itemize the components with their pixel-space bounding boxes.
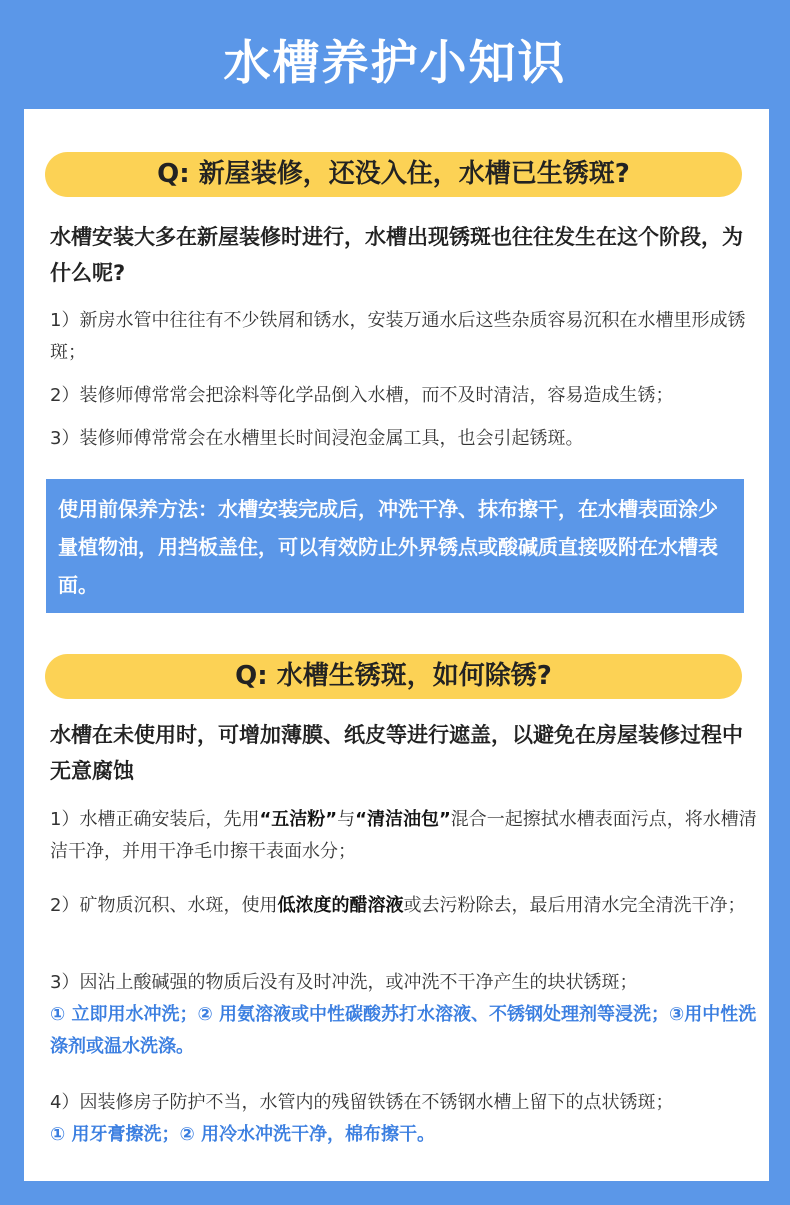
section2-item-3 xyxy=(50,967,758,1063)
section1-item-2: 2）装修师傅常常会把涂料等化学品倒入水槽，而不及时清洁，容易造成生锈； xyxy=(50,385,674,406)
item1-text-c: 与 xyxy=(337,809,356,830)
item1-text-e: 混合一起擦拭水槽表面污点，将水槽清洁干净，并用干净毛巾擦干表面水分； xyxy=(50,809,757,862)
section2-item-2 xyxy=(50,890,758,922)
section2-item-4 xyxy=(50,1087,758,1151)
section1-item-1: 1）新房水管中往往有不少铁屑和锈水，安装万通水后这些杂质容易沉积在水槽里形成锈斑； xyxy=(50,310,746,363)
question-banner-1: Q: 新屋装修，还没入住，水槽已生锈斑? xyxy=(45,152,742,197)
item4-fix: ① 用牙膏擦洗；② 用冷水冲洗干净，棉布擦干。 xyxy=(50,1124,436,1145)
section2-lead: 水槽在未使用时，可增加薄膜、纸皮等进行遮盖，以避免在房屋装修过程中无意腐蚀 xyxy=(50,723,743,783)
item1-product-1: “五洁粉” xyxy=(259,809,338,830)
page-title: 水槽养护小知识 xyxy=(223,36,567,91)
item1-product-2: “清洁油包” xyxy=(355,809,451,830)
item2-vinegar: 低浓度的醋溶液 xyxy=(277,895,404,916)
section1-item-3: 3）装修师傅常常会在水槽里长时间浸泡金属工具，也会引起锈斑。 xyxy=(50,428,584,449)
item2-text-a: 2）矿物质沉积、水斑，使用 xyxy=(50,895,278,916)
item4-text: 4）因装修房子防护不当，水管内的残留铁锈在不锈钢水槽上留下的点状锈斑； xyxy=(50,1092,674,1113)
section1-lead: 水槽安装大多在新屋装修时进行，水槽出现锈斑也往往发生在这个阶段，为什么呢? xyxy=(50,225,743,285)
section2-item-1 xyxy=(50,804,758,868)
maintenance-tip-box xyxy=(46,479,744,613)
question-banner-2: Q: 水槽生锈斑，如何除锈? xyxy=(45,654,742,699)
item2-text-c: 或去污粉除去，最后用清水完全清洗干净； xyxy=(403,895,746,916)
item1-text-a: 1）水槽正确安装后，先用 xyxy=(50,809,260,830)
item3-fix: ① 立即用水冲洗；② 用氨溶液或中性碳酸苏打水溶液、不锈钢处理剂等浸洗；③用中性洗涤剂或温水洗涤。 xyxy=(50,1004,757,1057)
item3-text: 3）因沾上酸碱强的物质后没有及时冲洗，或冲洗不干净产生的块状锈斑； xyxy=(50,972,638,993)
content-card xyxy=(24,109,769,1181)
maintenance-tip-text: 使用前保养方法：水槽安装完成后，冲洗干净、抹布擦干，在水槽表面涂少量植物油，用挡板盖住，可以有效防止外界锈点或酸碱质直接吸附在水槽表面。 xyxy=(58,497,718,597)
